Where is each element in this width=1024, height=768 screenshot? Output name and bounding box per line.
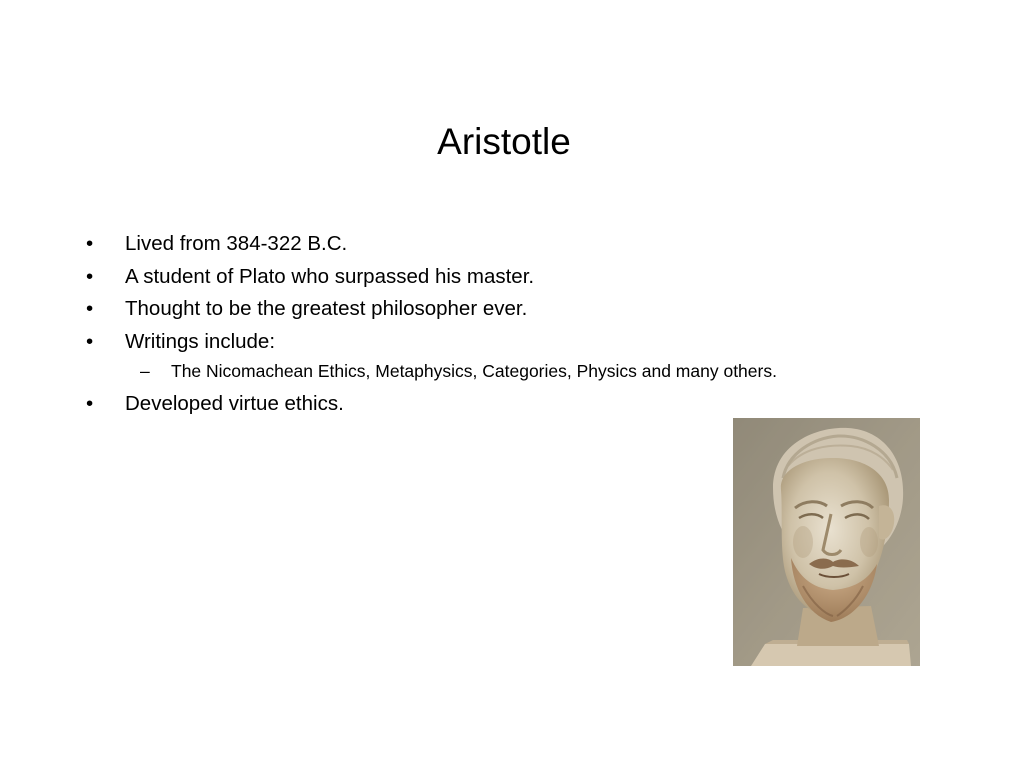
bullet-item [86,261,886,294]
bullet-dot-icon: • [86,232,94,255]
sub-bullet-list [86,356,886,386]
bullet-item [86,293,886,326]
bullet-dot-icon: • [86,297,94,320]
bullet-dot-icon: • [86,329,94,353]
bullet-list [86,228,886,421]
bullet-text: A student of Plato who surpassed his master. [125,264,535,288]
aristotle-bust-icon [733,418,920,666]
bullet-item [86,228,886,261]
bullet-dot-icon: • [86,264,94,288]
dash-icon: – [140,361,150,381]
sub-bullet-text: The Nicomachean Ethics, Metaphysics, Categories, Physics and many others. [171,361,777,381]
bullet-text: Developed virtue ethics. [125,392,344,415]
aristotle-bust-image [733,418,920,666]
pedestal-shape [751,644,911,666]
bullet-dot-icon: • [86,392,94,415]
bullet-text: Lived from 384-322 B.C. [125,232,348,255]
bullet-text: Writings include: [125,329,276,353]
sub-list-container [86,356,886,386]
sub-bullet-item [125,356,886,386]
slide-title: Aristotle [437,121,571,162]
bullet-item [86,388,886,421]
bullet-text: Thought to be the greatest philosopher ever. [125,297,528,320]
bullet-item [86,326,886,359]
